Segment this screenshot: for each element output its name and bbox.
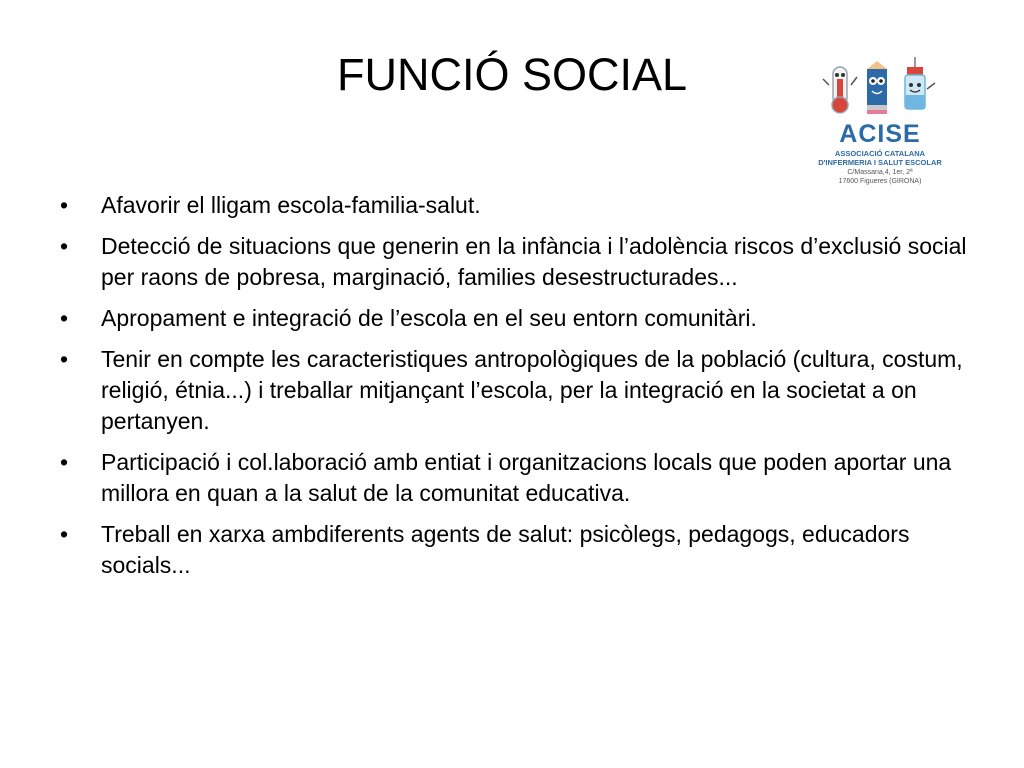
bullet-dot: • xyxy=(60,305,69,331)
bullet-dot: • xyxy=(60,233,69,259)
syringe-icon xyxy=(905,57,935,109)
bullet-item xyxy=(60,447,980,509)
logo-address-line2: 17600 Figueres (GIRONA) xyxy=(838,178,922,185)
bullet-dot: • xyxy=(60,192,69,218)
logo-name: ACISE xyxy=(839,120,921,148)
bullet-text: Treball en xarxa ambdiferents agents de salut: psicòlegs, pedagogs, educadors socials... xyxy=(101,521,910,578)
bullet-dot: • xyxy=(60,346,69,372)
bullet-text: Apropament e integració de l’escola en el seu entorn comunitàri. xyxy=(101,305,757,331)
logo-address-line1: C/Massana,4, 1er, 2ª xyxy=(847,169,913,176)
slide-title: FUNCIÓ SOCIAL xyxy=(336,49,688,100)
bullet-text: Detecció de situacions que generin en la infància i l’adolència riscos d’exclusió social per raons de pobresa, marginació, families desestructurades... xyxy=(101,233,967,290)
bullet-item xyxy=(60,344,980,437)
logo-mascots xyxy=(815,55,945,121)
bullet-item xyxy=(60,231,980,293)
bullet-list xyxy=(60,190,980,591)
bullet-text: Afavorir el lligam escola-familia-salut. xyxy=(101,192,481,218)
logo-subtitle-line1: ASSOCIACIÓ CATALANA xyxy=(834,149,926,158)
pencil-icon xyxy=(867,61,887,114)
bullet-item xyxy=(60,519,980,581)
bullet-item xyxy=(60,190,980,221)
bullet-item xyxy=(60,303,980,334)
bullet-dot: • xyxy=(60,521,69,547)
acise-logo xyxy=(815,55,945,190)
bullet-text: Tenir en compte les caracteristiques antropològiques de la població (cultura, costum, religió, étnia...) i treballar mitjançant l’escola, per la integració en la societat a on pertanyen. xyxy=(101,346,963,434)
bullet-dot: • xyxy=(60,449,69,475)
thermometer-icon xyxy=(823,67,857,113)
logo-subtitle-line2: D'INFERMERIA I SALUT ESCOLAR xyxy=(818,158,942,167)
bullet-text: Participació i col.laboració amb entiat i organitzacions locals que poden aportar una millora en quan a la salut de la comunitat educativa. xyxy=(101,449,952,506)
